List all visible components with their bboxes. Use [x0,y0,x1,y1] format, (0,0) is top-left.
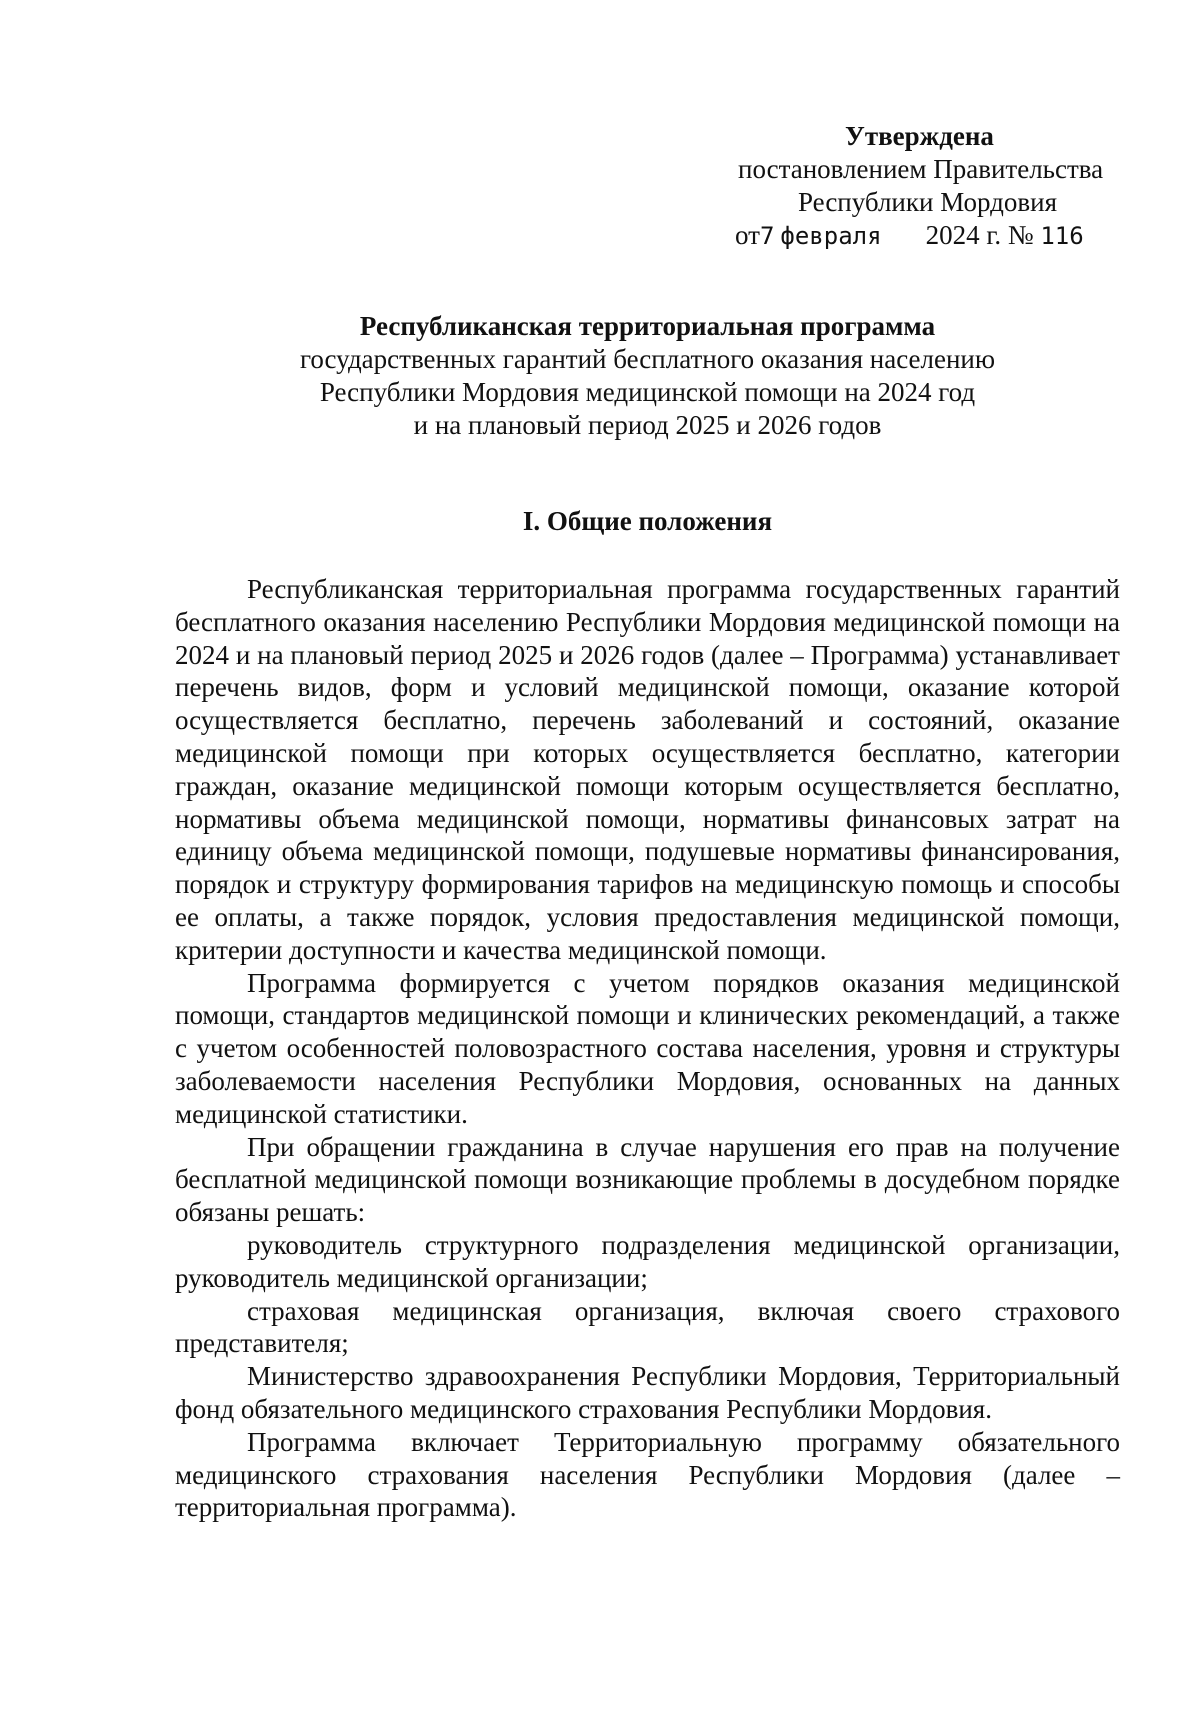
document-body [175,573,1120,1524]
paragraph: страховая медицинская организация, включая своего страхового представителя; [175,1295,1120,1359]
approval-doc-number: 116 [1040,222,1084,250]
approval-year-number-label: 2024 г. № [925,220,1034,250]
paragraph: Республиканская территориальная программа государственных гарантий бесплатного оказания населению Республики Мордовия медицинской помощи на 2024 и на плановый период 2025 и 2026 годов (далее – Программа) устанавливает перечень видов, форм и условий медицинской помощи, оказание которой осуществляется бесплатно, перечень заболеваний и состояний, оказание медицинской помощи при которых осуществляется бесплатно, категории граждан, оказание медицинской помощи которым осуществляется бесплатно, нормативы объема медицинской помощи, нормативы финансовых затрат на единицу объема медицинской помощи, подушевые нормативы финансирования, порядок и структуру формирования тарифов на медицинскую помощь и способы ее оплаты, а также порядок, условия предоставления медицинской помощи, критерии доступности и качества медицинской помощи. [175,574,1120,965]
paragraph: При обращении гражданина в случае нарушения его прав на получение бесплатной медицинской помощи возникающие проблемы в досудебном порядке обязаны решать: [175,1131,1120,1228]
paragraph: Программа формируется с учетом порядков оказания медицинской помощи, стандартов медицинской помощи и клинических рекомендаций, а также с учетом особенностей половозрастного состава населения, уровня и структуры заболеваемости населения Республики Мордовия, основанных на данных медицинской статистики. [175,967,1120,1129]
program-title-line-2: государственных гарантий бесплатного оказания населению [299,344,996,374]
paragraph: Министерство здравоохранения Республики Мордовия, Территориальный фонд обязательного медицинского страхования Республики Мордовия. [175,1361,1120,1424]
program-title-line-3: Республики Мордовия медицинской помощи на 2024 год [319,377,976,407]
program-title-line-1: Республиканская территориальная программа [359,311,936,341]
approval-title: Утверждена [845,121,994,151]
approval-date-line [700,219,1120,253]
program-title [175,310,1120,442]
section-heading: I. Общие положения [522,506,773,536]
approval-date-prefix: от [735,220,760,250]
approval-day: 7 [759,222,775,250]
paragraph: руководитель структурного подразделения медицинской организации, руководитель медицинской организации; [175,1229,1120,1293]
paragraph: Программа включает Территориальную программу обязательного медицинского страхования населения Республики Мордовия (далее – территориальная программа). [175,1426,1120,1523]
program-title-line-4: и на плановый период 2025 и 2026 годов [413,410,882,440]
approval-stamp [700,120,1120,253]
approval-month: февраля [780,222,882,250]
approval-region: Республики Мордовия [798,187,1058,217]
approval-authority: постановлением Правительства [738,154,1104,184]
